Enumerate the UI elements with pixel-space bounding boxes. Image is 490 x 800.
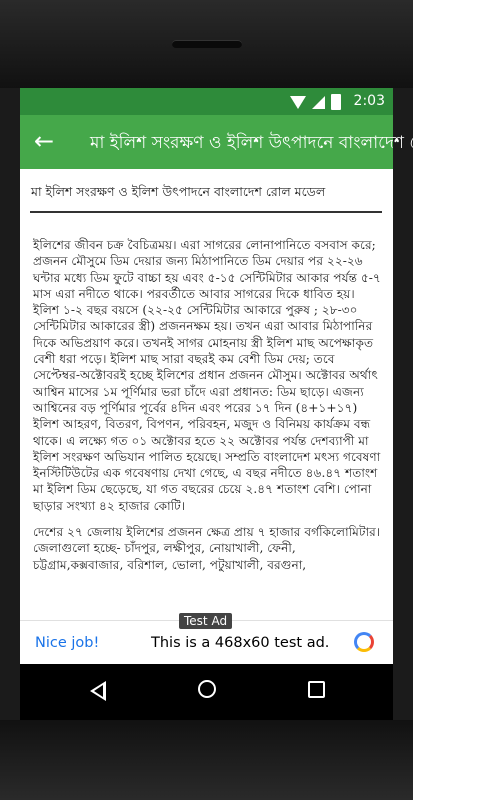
article-body: [33, 237, 382, 583]
ad-banner[interactable]: [20, 614, 393, 665]
nav-recent-icon[interactable]: [308, 681, 325, 698]
battery-icon: [331, 94, 341, 110]
ad-left-text[interactable]: Nice job!: [35, 635, 100, 651]
app-bar: [20, 115, 490, 169]
ad-label: Test Ad: [179, 613, 232, 629]
status-bar: [20, 88, 393, 115]
speaker-grille: [172, 40, 242, 48]
article-heading: মা ইলিশ সংরক্ষণ ও ইলিশ উৎপাদনে বাংলাদেশ রোল মডেল: [31, 184, 326, 199]
article-paragraph: দেশের ২৭ জেলায় ইলিশের প্রজনন ক্ষেত্র প্রায় ৭ হাজার বর্গকিলোমিটার। জেলাগুলো হচ্ছে- চাঁদপুর, লক্ষীপুর, নোয়াখালী, ফেনী, চট্টগ্রাম,কক্সবাজার, বরিশাল, ভোলা, পটুয়াখালী, বরগুনা,: [33, 525, 381, 572]
back-arrow-icon[interactable]: ←: [34, 127, 55, 155]
status-icons: [290, 94, 341, 110]
article-content[interactable]: [20, 169, 393, 620]
article-paragraph: ইলিশের জীবন চক্র বৈচিত্রময়। এরা সাগরের লোনাপানিতে বসবাস করে; প্রজনন মৌসুমে ডিম দেয়ার জন্য মিঠাপানিতে ডিম দেয়ার পর ২২-২৬ ঘন্টার মধ্যে ডিম ফুটে বাচ্চা হয় এবং ৫-১৫ সেন্টিমিটার আকার পর্যন্ত ৫-৭ মাস এরা নদীতে থাকে। পরবর্তীতে আবার সাগরের দিকে ধাবিত হয়। ইলিশ ১-২ বছর বয়সে (২২-২৫ সেন্টিমিটার আকারে পুরুষ ; ২৮-৩০ সেন্টিমিটার আকারের স্ত্রী) প্রজননক্ষম হয়। তখন এরা আবার মিঠাপানির দিকে অভিপ্রয়াণ করে। তখনই সাগর মোহনায় স্ত্রী ইলিশ মাছ অপেক্ষাকৃত বেশী ধরা পড়ে। ইলিশ মাছ সারা বছরই কম বেশী ডিম দেয়; তবে সেপ্টেম্বর-অক্টোবরই হচ্ছে ইলিশের প্রধান প্রজনন মৌসুম। অক্টোবর অর্থাৎ আশ্বিন মাসের ১ম পূর্ণিমার ভরা চাঁদে এরা প্রধানত: ডিম ছাড়ে। এজন্য আশ্বিনের বড় পূর্ণিমার পূর্বের ৪দিন এবং পরের ১৭ দিন (৪+১+১৭) ইলিশ আহরণ, বিতরণ, বিপণন, পরিবহন, মজুদ ও বিনিময় কার্যক্রম বন্ধ থাকে। এ লক্ষ্যে গত ০১ অক্টোবর হতে ২২ অক্টোবর পর্যন্ত দেশব্যাপী মা ইলিশ সংরক্ষণ অভিযান পালিত হয়েছে। সম্প্রতি বাংলাদেশ মৎস্য গবেষণা ইনস্টিটিউটের এক গবেষণায় দেখা গেছে, এ বছর নদীতে ৪৬.৪৭ শতাংশ মা ইলিশ ডিম ছেড়েছে, যা গত বছরের চেয়ে ২.৪৭ শতাংশ বেশি। পোনা ছাড়ার সংখ্যা ৪২ হাজার কোটি।: [33, 238, 381, 513]
nav-back-icon[interactable]: [90, 681, 106, 701]
nav-home-icon[interactable]: [198, 680, 216, 698]
heading-divider: [30, 211, 382, 213]
ad-text[interactable]: This is a 468x60 test ad.: [151, 635, 330, 651]
status-time: 2:03: [353, 93, 385, 109]
navigation-bar: [20, 664, 393, 720]
signal-icon: [312, 96, 325, 109]
wifi-icon: [290, 96, 306, 109]
phone-top-bezel: [0, 0, 413, 88]
adchoices-logo-icon[interactable]: [354, 632, 374, 652]
screen: [20, 88, 490, 720]
app-title: মা ইলিশ সংরক্ষণ ও ইলিশ উৎপাদনে বাংলাদেশ রোল মডেল: [90, 133, 490, 153]
phone-bottom-bezel: [0, 720, 413, 800]
